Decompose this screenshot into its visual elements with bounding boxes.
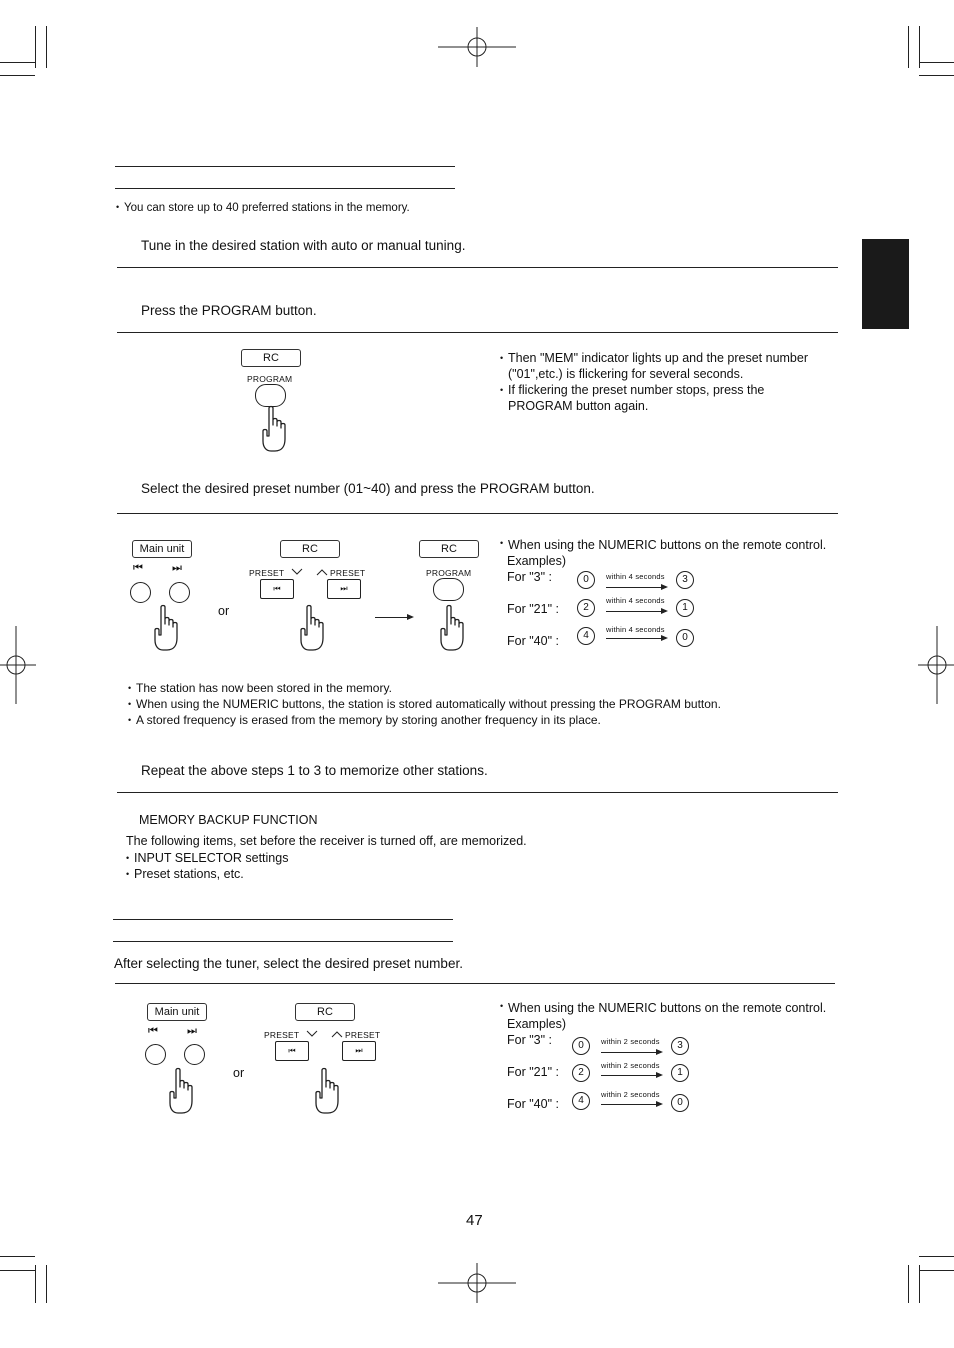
step-4-text: Repeat the above steps 1 to 3 to memorize other stations. (141, 763, 488, 778)
rc-label: RC (241, 349, 301, 367)
step-divider (115, 983, 835, 984)
within-label: within 2 seconds (601, 1090, 660, 1099)
memory-backup-title: MEMORY BACKUP FUNCTION (139, 813, 318, 827)
step-2-note: • Then "MEM" indicator lights up and the preset number ("01",etc.) is flickering for several seconds. (500, 350, 825, 382)
crop-mark (46, 1265, 47, 1303)
step-3-text: Select the desired preset number (01~40) and press the PROGRAM button. (141, 481, 595, 496)
prev-icon: ⏮ (133, 562, 143, 574)
chevron-down-icon (306, 1030, 318, 1038)
program-label: PROGRAM (426, 568, 472, 578)
example-label: For "21" : (507, 1065, 559, 1079)
within-label: within 4 seconds (606, 625, 665, 634)
step-divider (117, 267, 838, 268)
or-label: or (233, 1066, 245, 1080)
memory-backup-item: • INPUT SELECTOR settings (126, 850, 526, 866)
hand-pointer-icon (296, 604, 330, 652)
example-arrow (606, 611, 666, 612)
step-2-notes (500, 350, 825, 414)
rc-preset-up-button[interactable] (342, 1041, 376, 1061)
step-divider (117, 513, 838, 514)
step-2-text: Press the PROGRAM button. (141, 303, 317, 318)
numeric-note-text: • When using the NUMERIC buttons on the remote control. (500, 1001, 830, 1015)
or-label: or (218, 604, 230, 618)
header-rule (113, 919, 453, 920)
numeric-key: 0 (671, 1094, 689, 1112)
rc-preset-down-button[interactable] (275, 1041, 309, 1061)
chevron-up-icon (331, 1030, 343, 1038)
step-divider (117, 792, 838, 793)
header-rule (115, 166, 455, 167)
step-2-note: • If flickering the preset number stops, press the PROGRAM button again. (500, 382, 825, 414)
rc-preset-down-button[interactable] (260, 579, 294, 599)
prev-icon: ⏮ (273, 584, 281, 593)
preset-up-label: PRESET (330, 568, 366, 578)
main-prev-button[interactable] (130, 582, 151, 603)
step-3-note: • When using the NUMERIC buttons, the station is stored automatically without pressing the PROGRAM button. (128, 696, 828, 712)
chevron-down-icon (291, 568, 303, 576)
intro-note (116, 202, 616, 214)
preset-down-label: PRESET (249, 568, 285, 578)
crop-mark (0, 1256, 35, 1257)
prev-icon: ⏮ (148, 1025, 158, 1037)
example-arrow (606, 638, 666, 639)
recall-text: After selecting the tuner, select the desired preset number. (114, 956, 463, 971)
crop-mark (35, 1265, 36, 1303)
prev-icon: ⏮ (288, 1046, 296, 1055)
header-rule (115, 188, 455, 189)
next-icon: ⏭ (355, 1046, 363, 1055)
numeric-note (500, 1001, 830, 1015)
numeric-key: 2 (572, 1064, 590, 1082)
next-icon: ⏭ (172, 562, 182, 574)
numeric-key: 3 (676, 571, 694, 589)
step-divider (117, 332, 838, 333)
hand-pointer-icon (436, 604, 470, 652)
examples-label: Examples) (507, 554, 567, 568)
crop-mark (919, 1270, 954, 1271)
crop-mark (919, 1265, 920, 1303)
numeric-key: 3 (671, 1037, 689, 1055)
example-label: For "3" : (507, 1033, 552, 1047)
example-arrow (601, 1104, 661, 1105)
rc-label: RC (295, 1003, 355, 1021)
example-arrow (601, 1075, 661, 1076)
numeric-key: 4 (572, 1092, 590, 1110)
page-number: 47 (466, 1212, 483, 1229)
section-tab (862, 239, 909, 329)
numeric-key: 0 (572, 1037, 590, 1055)
memory-backup-text: The following items, set before the receiver is turned off, are memorized. (126, 834, 527, 848)
next-icon: ⏭ (340, 584, 348, 593)
hand-pointer-icon (258, 405, 292, 453)
main-prev-button[interactable] (145, 1044, 166, 1065)
crop-mark (35, 26, 36, 68)
example-label: For "3" : (507, 570, 552, 584)
header-rule (113, 941, 453, 942)
crop-mark (908, 1265, 909, 1303)
numeric-key: 4 (577, 627, 595, 645)
example-label: For "40" : (507, 634, 559, 648)
rc-label: RC (419, 540, 479, 558)
crop-mark (908, 26, 909, 68)
preset-up-label: PRESET (345, 1030, 381, 1040)
main-next-button[interactable] (184, 1044, 205, 1065)
example-arrow (601, 1052, 661, 1053)
crop-mark (46, 26, 47, 68)
rc-label: RC (280, 540, 340, 558)
numeric-key: 0 (676, 629, 694, 647)
numeric-note (500, 538, 830, 552)
step-3-note: • The station has now been stored in the memory. (128, 680, 828, 696)
registration-mark (918, 626, 954, 704)
program-button[interactable] (433, 578, 464, 601)
chevron-up-icon (316, 568, 328, 576)
step-1-text: Tune in the desired station with auto or manual tuning. (141, 238, 466, 253)
crop-mark (919, 1256, 954, 1257)
crop-mark (0, 1270, 35, 1271)
examples-label: Examples) (507, 1017, 567, 1031)
registration-mark (438, 27, 516, 67)
rc-preset-up-button[interactable] (327, 579, 361, 599)
example-arrow (606, 587, 666, 588)
numeric-key: 2 (577, 599, 595, 617)
hand-pointer-icon (150, 604, 184, 652)
crop-mark (919, 75, 954, 76)
registration-mark (438, 1263, 516, 1303)
within-label: within 4 seconds (606, 572, 665, 581)
registration-mark (0, 626, 36, 704)
numeric-key: 0 (577, 571, 595, 589)
example-label: For "21" : (507, 602, 559, 616)
hand-pointer-icon (311, 1067, 345, 1115)
numeric-key: 1 (671, 1064, 689, 1082)
intro-note-text: • You can store up to 40 preferred stations in the memory. (116, 202, 616, 214)
main-unit-label: Main unit (132, 540, 192, 558)
next-icon: ⏭ (187, 1025, 197, 1037)
main-next-button[interactable] (169, 582, 190, 603)
hand-pointer-icon (165, 1067, 199, 1115)
example-label: For "40" : (507, 1097, 559, 1111)
memory-backup-item: • Preset stations, etc. (126, 866, 526, 882)
numeric-key: 1 (676, 599, 694, 617)
within-label: within 4 seconds (606, 596, 665, 605)
within-label: within 2 seconds (601, 1061, 660, 1070)
within-label: within 2 seconds (601, 1037, 660, 1046)
main-unit-label: Main unit (147, 1003, 207, 1021)
preset-down-label: PRESET (264, 1030, 300, 1040)
sequence-arrow (375, 617, 412, 618)
crop-mark (0, 75, 35, 76)
step-3-notes (128, 680, 828, 728)
crop-mark (919, 62, 954, 63)
step-3-note: • A stored frequency is erased from the memory by storing another frequency in its place. (128, 712, 828, 728)
memory-backup-items (126, 850, 526, 882)
numeric-note-text: • When using the NUMERIC buttons on the remote control. (500, 538, 830, 552)
crop-mark (919, 26, 920, 68)
program-label: PROGRAM (247, 374, 293, 384)
crop-mark (0, 62, 35, 63)
program-button[interactable] (255, 384, 286, 407)
